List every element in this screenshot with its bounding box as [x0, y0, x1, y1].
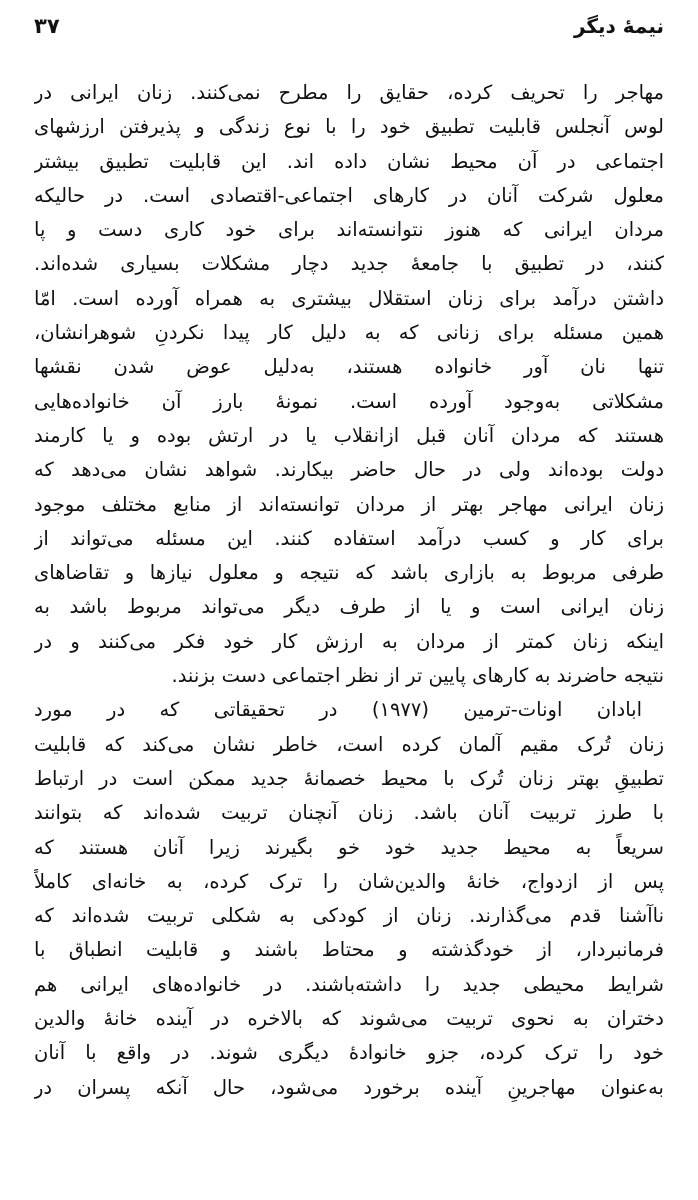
body-line: با طرز تربیت آنان باشد. زنان آنچنان تربیت شده‌اند که بتوانند [34, 801, 664, 825]
body-line: برای کار و کسب درآمد استفاده کنند. این مسئله می‌تواند از [34, 526, 664, 550]
body-line: زنان ایرانی مهاجر بهتر از مردان توانسته‌اند از منابع مختلف موجود [34, 492, 664, 516]
body-line: شرایط محیطی جدید را داشته‌باشند. در خانواده‌های ایرانی هم [34, 972, 664, 996]
body-line: همین مسئله برای زنانی که به دلیل کار پیدا نکردنِ شوهرانشان، [34, 321, 664, 345]
body-line: زنان تُرک مقیم آلمان کرده است، خاطر نشان می‌کند که قابلیت [34, 732, 664, 756]
body-line: تنها نان آور خانواده هستند، به‌دلیل عوض شدن نقشها [34, 355, 664, 379]
body-line: خود را ترک کرده، جزو خانوادهٔ دیگری شوند. در واقع با آنان [34, 1041, 664, 1065]
body-line: سریعاً به محیط جدید خود خو بگیرند زیرا آنان هستند که [34, 835, 664, 859]
body-line: فرمانبردار، از خودگذشته و محتاط باشند و قابلیت انطباق با [34, 938, 664, 962]
body-line: پس از ازدواج، خانهٔ والدین‌شان را ترک کرده، به خانه‌ای کاملاً [34, 869, 664, 893]
body-line: کنند، در تطبیق با جامعهٔ جدید دچار مشکلات بسیاری شده‌اند. [34, 252, 664, 276]
body-line: مردان ایرانی که هنوز نتوانسته‌اند برای خود کاری دست و پا [34, 218, 664, 242]
page-number: ۳۷ [34, 14, 60, 38]
body-line: داشتن درآمد برای زنان استقلال بیشتری به همراه آورده است. امّا [34, 286, 664, 310]
body-line: دولت بوده‌اند ولی در حال حاضر بیکارند. شواهد نشان می‌دهد که [34, 458, 664, 482]
body-line: لوس آنجلس قابلیت تطبیق خود را با نوع زندگی و پذیرفتن ارزشهای [34, 115, 664, 139]
body-line: طرفی مربوط به بازاری باشد که نتیجه و معلول نیازها و تقاضاهای [34, 561, 664, 585]
body-line: ناآشنا قدم می‌گذارند. زنان از کودکی به شکلی تربیت شده‌اند که [34, 904, 664, 928]
body-line: مشکلاتی به‌وجود آورده است. نمونهٔ بارز آن خانواده‌هایی [34, 389, 664, 413]
body-line: هستند که مردان آنان قبل ازانقلاب یا در ارتش بوده و یا کارمند [34, 423, 664, 447]
body-line: دختران به نحوی تربیت می‌شوند که بالاخره در آینده خانهٔ والدین [34, 1007, 664, 1031]
paragraph-first-line: ابادان اونات-ترمین (۱۹۷۷) در تحقیقاتی که در مورد [34, 698, 642, 722]
paragraph-last-line: نتیجه حاضرند به کارهای پایین تر از نظر اجتماعی دست بزنند. [171, 664, 664, 688]
body-line: مهاجر را تحریف کرده، حقایق را مطرح نمی‌کنند. زنان ایرانی در [34, 81, 664, 104]
body-text [34, 76, 664, 1105]
running-title: نیمهٔ دیگر [573, 14, 664, 38]
page-header [34, 12, 664, 46]
body-line: به‌عنوان مهاجرینِ آینده برخورد می‌شود، حال آنکه پسران در [34, 1075, 664, 1099]
body-line: تطبیقِ بهتر زنان تُرک با محیط خصمانهٔ جدید ممکن است در ارتباط [34, 766, 664, 790]
body-line: اجتماعی در آن محیط نشان داده اند. این قابلیت تطبیق بیشتر [34, 149, 664, 173]
body-line: زنان ایرانی است و یا از طرف دیگر می‌تواند مربوط باشد به [34, 595, 664, 619]
body-line: اینکه زنان کمتر از مردان به ارزش کار خود فکر می‌کنند و در [34, 629, 664, 653]
body-line: معلول شرکت آنان در کارهای اجتماعی-اقتصادی است. در حالیکه [34, 183, 664, 207]
